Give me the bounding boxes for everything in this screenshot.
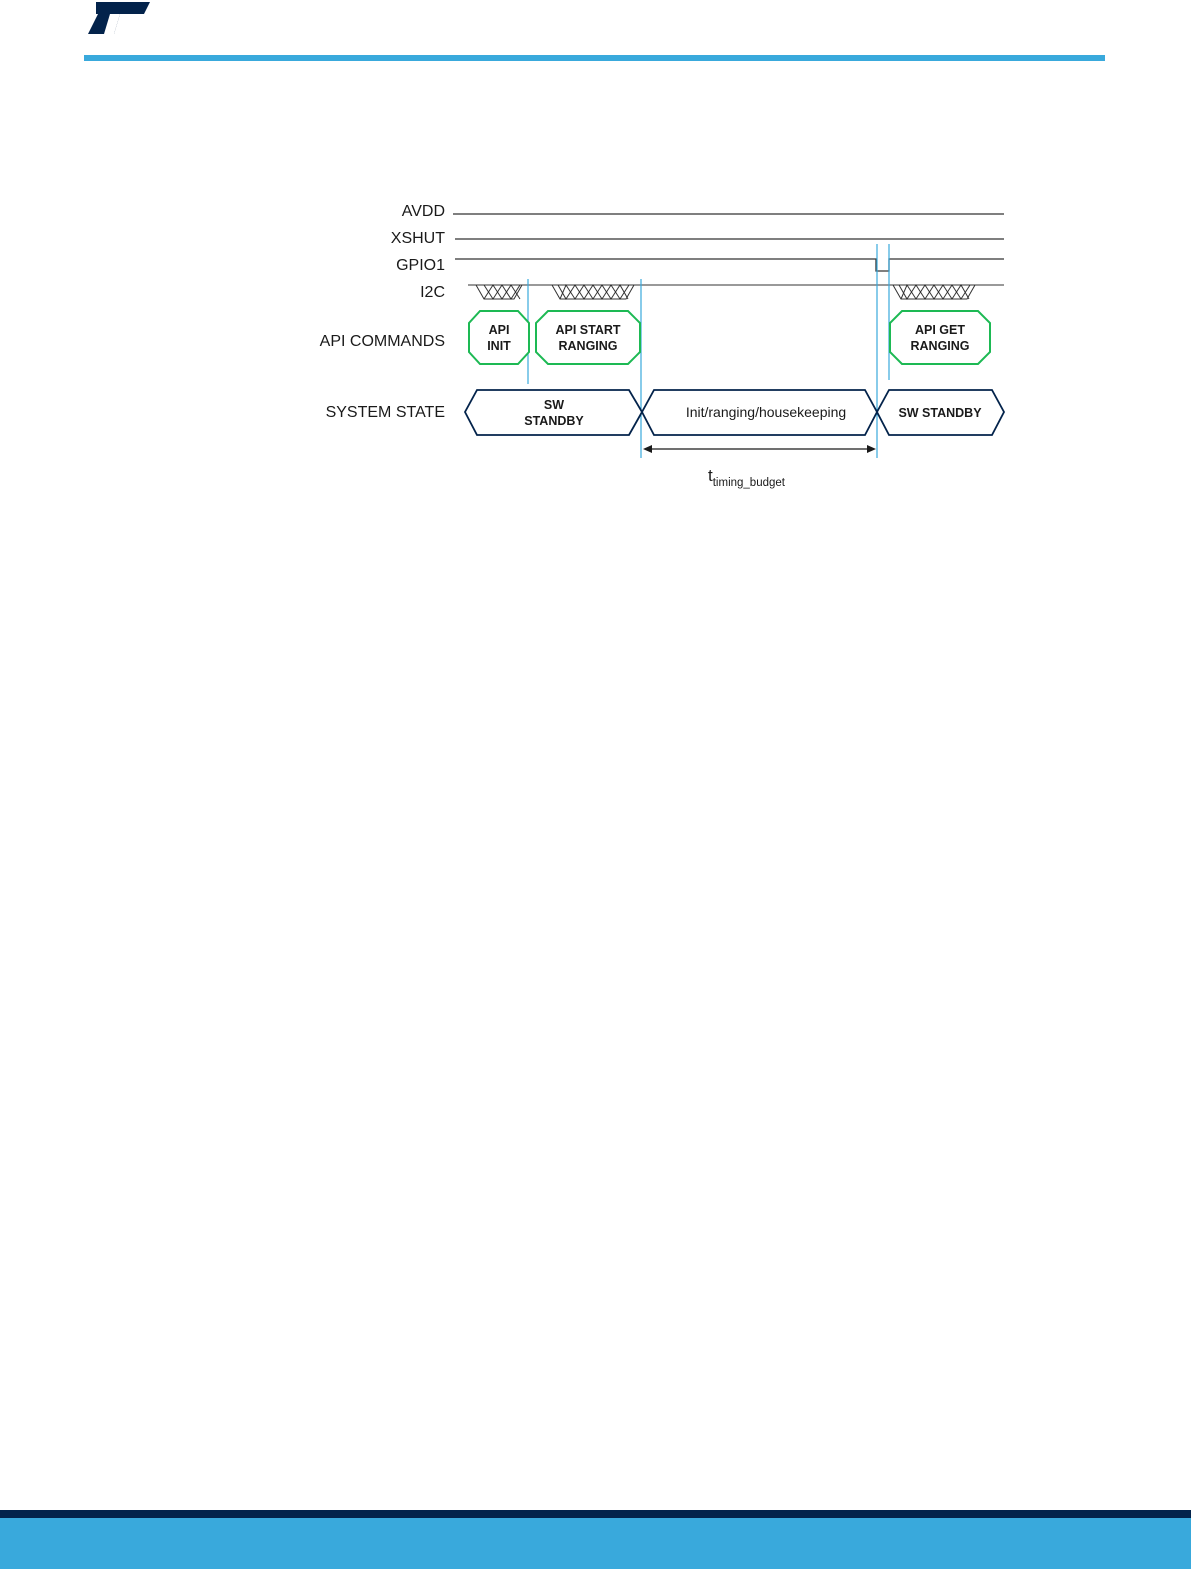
timing-budget-arrow	[643, 445, 876, 453]
api-init-line2: INIT	[487, 339, 511, 353]
label-xshut: XSHUT	[390, 230, 445, 247]
state-sw-standby-1	[465, 390, 642, 435]
api-get-line2: RANGING	[910, 339, 970, 353]
state-ranging-label: Init/ranging/housekeeping	[685, 404, 847, 420]
state-sw-standby-2	[877, 390, 1004, 435]
state-standby2-label: SW STANDBY	[898, 406, 982, 420]
timing-subscript: timing_budget	[712, 477, 785, 489]
gpio1-waveform	[455, 259, 1004, 271]
label-system-state: SYSTEM STATE	[325, 404, 445, 421]
state-standby1-line2: STANDBY	[524, 414, 584, 428]
timing-budget-label	[708, 466, 786, 489]
footer-blue-band	[0, 1518, 1191, 1569]
i2c-waveform	[468, 285, 1004, 299]
label-api-commands: API COMMANDS	[319, 333, 445, 350]
api-start-line1: API START	[555, 323, 621, 337]
api-start-line2: RANGING	[558, 339, 618, 353]
label-avdd: AVDD	[401, 203, 445, 220]
api-get-ranging-box	[890, 311, 990, 364]
api-init-line1: API	[488, 323, 510, 337]
api-get-line1: API GET	[914, 323, 966, 337]
timing-diagram	[0, 0, 1191, 520]
state-standby1-line1: SW	[543, 398, 565, 412]
api-start-ranging-box	[536, 311, 640, 364]
api-init-box	[469, 311, 529, 364]
footer-dark-band	[0, 1510, 1191, 1518]
label-gpio1: GPIO1	[396, 257, 445, 274]
timing-symbol: t	[708, 466, 713, 485]
label-i2c: I2C	[420, 284, 445, 301]
state-ranging	[642, 390, 877, 435]
